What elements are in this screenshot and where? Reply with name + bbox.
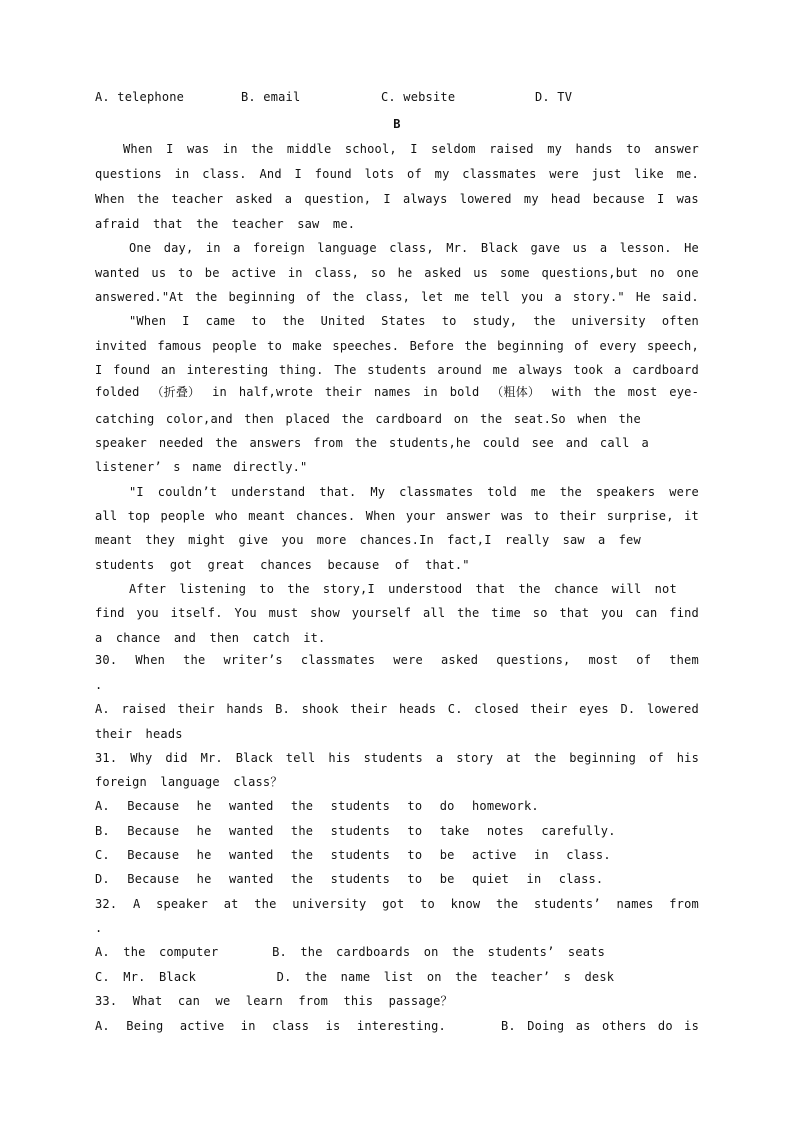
question-33-option-b: B. Doing as others do is: [501, 1019, 699, 1033]
passage-line: questions in class. And I found lots of my classmates were just like me.: [95, 167, 699, 181]
passage-line: find you itself. You must show yourself all the time so that you can find: [95, 606, 699, 620]
question-32-options-cd: C. Mr. Black D. the name list on the teacher’ s desk: [95, 970, 615, 984]
passage-line: When the teacher asked a question, I always lowered my head because I was: [95, 192, 699, 206]
question-33-stem: 33. What can we learn from this passage？: [95, 994, 453, 1008]
passage-line: catching color,and then placed the cardboard on the seat.So when the: [95, 412, 641, 426]
section-heading: B: [393, 117, 401, 131]
question-32-stem: 32. A speaker at the university got to know the students’ names from: [95, 897, 699, 911]
passage-line: meant they might give you more chances.In fact,I really saw a few: [95, 533, 641, 547]
prev-option-d: D. TV: [535, 90, 573, 104]
passage-line: wanted us to be active in class, so he asked us some questions,but no one: [95, 266, 699, 280]
passage-line: folded （折叠） in half,wrote their names in bold （粗体） with the most eye-: [95, 385, 699, 399]
question-31-option-c: C. Because he wanted the students to be active in class.: [95, 848, 611, 862]
question-31-stem: 31. Why did Mr. Black tell his students a story at the beginning of his: [95, 751, 699, 765]
passage-line: invited famous people to make speeches. Before the beginning of every speech,: [95, 339, 699, 353]
passage-line: answered."At the beginning of the class, let me tell you a story." He said.: [95, 290, 699, 304]
passage-line: I found an interesting thing. The students around me always took a cardboard: [95, 363, 699, 377]
passage-line: "I couldn’t understand that. My classmates told me the speakers were: [129, 485, 699, 499]
passage-line: When I was in the middle school, I seldom raised my hands to answer: [123, 142, 699, 156]
question-32-options-ab: A. the computer B. the cardboards on the students’ seats: [95, 945, 606, 959]
question-31-stem-cont: foreign language class？: [95, 775, 283, 789]
question-31-option-b: B. Because he wanted the students to take notes carefully.: [95, 824, 616, 838]
question-30-stem: 30. When the writer’s classmates were asked questions, most of them: [95, 653, 699, 667]
question-30-options: A. raised their hands B. shook their heads C. closed their eyes D. lowered: [95, 702, 699, 716]
question-31-option-a: A. Because he wanted the students to do homework.: [95, 799, 539, 813]
question-33-option-a: A. Being active in class is interesting.: [95, 1019, 446, 1033]
passage-line: students got great chances because of that.": [95, 558, 470, 572]
question-30-stem-end: .: [95, 678, 103, 692]
passage-line: "When I came to the United States to study, the university often: [129, 314, 699, 328]
passage-line: After listening to the story,I understood that the chance will not: [129, 582, 677, 596]
question-31-option-d: D. Because he wanted the students to be quiet in class.: [95, 872, 604, 886]
question-32-stem-end: .: [95, 921, 103, 935]
prev-option-c: C. website: [381, 90, 456, 104]
passage-line: speaker needed the answers from the students,he could see and call a: [95, 436, 649, 450]
prev-option-b: B. email: [241, 90, 301, 104]
passage-line: listener’ s name directly.": [95, 460, 308, 474]
question-30-options-cont: their heads: [95, 727, 183, 741]
passage-line: all top people who meant chances. When your answer was to their surprise, it: [95, 509, 699, 523]
passage-line: One day, in a foreign language class, Mr. Black gave us a lesson. He: [129, 241, 699, 255]
passage-line: a chance and then catch it.: [95, 631, 326, 645]
prev-option-a: A. telephone: [95, 90, 185, 104]
passage-line: afraid that the teacher saw me.: [95, 217, 356, 231]
